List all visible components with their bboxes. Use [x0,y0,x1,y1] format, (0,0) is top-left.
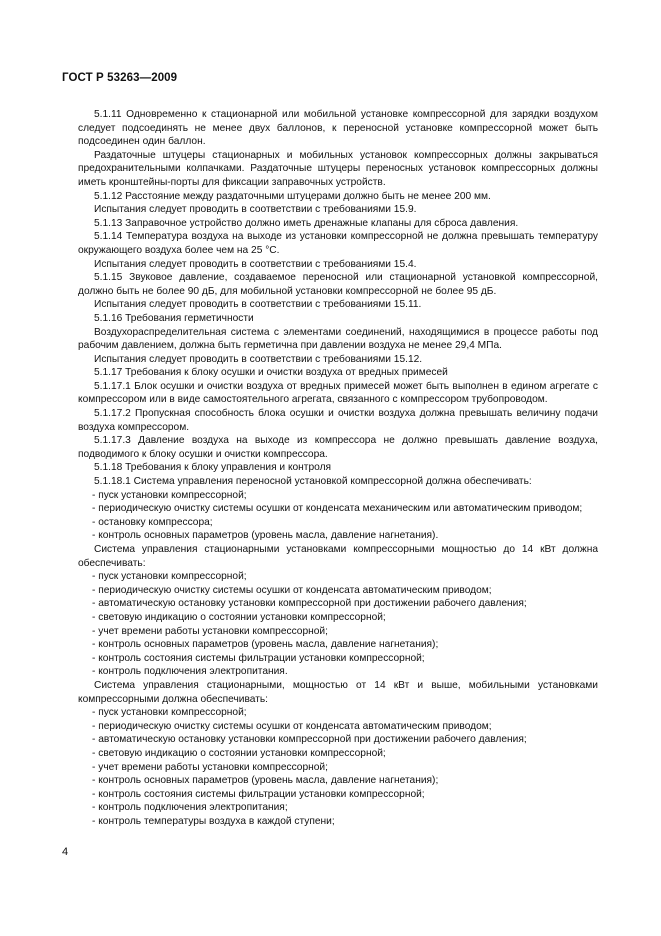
document-header: ГОСТ Р 53263—2009 [62,72,178,84]
paragraph: 5.1.18 Требования к блоку управления и контроля [94,462,332,474]
list-item: - автоматическую остановку установки компрессорной при достижении рабочего давления; [92,734,527,746]
list-item: - учет времени работы установки компрессорной; [92,761,328,773]
paragraph: 5.1.15 Звуковое давление, создаваемое переносной или стационарной установкой компрессорной, должно быть не более 90 дБ, для мобильной установки компрессорной не более 95 дБ. [78,272,598,297]
paragraph: 5.1.16 Требования герметичности [94,312,254,324]
paragraph: 5.1.13 Заправочное устройство должно иметь дренажные клапаны для сброса давления. [94,217,519,229]
list-item: - пуск установки компрессорной; [92,707,247,719]
paragraph: Испытания следует проводить в соответствии с требованиями 15.11. [94,299,422,311]
paragraph: Раздаточные штуцеры стационарных и мобильных установок компрессорных должны закрываться предохранительными колпачками. Раздаточные штуцеры переносных установок компрессорных должны иметь кронштейны-порты для фиксации заправочных устройств. [78,149,598,188]
paragraph: Воздухораспределительная система с элементами соединений, находящимися в процессе работы под рабочим давлением, должна быть герметична при давлении воздуха не менее 29,4 МПа. [78,326,598,352]
list-item: - световую индикацию о состоянии установки компрессорной; [92,611,386,623]
list-item: - автоматическую остановку установки компрессорной при достижении рабочего давления; [92,598,527,610]
paragraph: 5.1.17 Требования к блоку осушки и очистки воздуха от вредных примесей [94,367,448,379]
list-item: - контроль состояния системы фильтрации установки компрессорной; [92,788,425,800]
list-item: - периодическую очистку системы осушки от конденсата механическим или автоматическим приводом; [92,503,583,515]
list-item: - пуск установки компрессорной; [92,571,247,583]
page-number: 4 [62,846,69,858]
list-item: - периодическую очистку системы осушки от конденсата автоматическим приводом; [92,584,492,596]
paragraph: Система управления стационарными, мощностью от 14 кВт и выше, мобильными установками компрессорными должна обеспечивать: [78,679,598,705]
paragraph: 5.1.12 Расстояние между раздаточными штуцерами должно быть не менее 200 мм. [94,190,491,202]
paragraph: 5.1.18.1 Система управления переносной установкой компрессорной должна обеспечивать: [94,476,532,488]
list-item: - пуск установки компрессорной; [92,489,247,501]
paragraph: 5.1.17.2 Пропускная способность блока осушки и очистки воздуха должна превышать величину подачи воздуха компрессором. [78,408,598,433]
paragraph: 5.1.14 Температура воздуха на выходе из установки компрессорной не должна превышать температуру окружающего воздуха более чем на 25 °С. [78,231,598,256]
list-item: - контроль температуры воздуха в каждой ступени; [92,815,335,827]
list-item: - остановку компрессора; [92,516,213,528]
paragraph: 5.1.11 Одновременно к стационарной или мобильной установке компрессорной для зарядки воздухом следует подсоединять не менее двух баллонов, к переносной установке компрессорной может быть подсоединен один баллон. [78,109,598,148]
list-item: - световую индикацию о состоянии установки компрессорной; [92,747,386,759]
list-item: - контроль состояния системы фильтрации установки компрессорной; [92,652,425,664]
document-body [78,108,598,828]
paragraph: 5.1.17.3 Давление воздуха на выходе из компрессора не должно превышать давление воздуха, подводимого к блоку осушки и очистки компрессора. [78,435,598,460]
list-item: - контроль основных параметров (уровень масла, давление нагнетания); [92,775,439,787]
paragraph: Система управления стационарными установками компрессорными мощностью до 14 кВт должна обеспечивать: [78,544,598,569]
paragraph: Испытания следует проводить в соответствии с требованиями 15.9. [94,204,417,216]
paragraph: 5.1.17.1 Блок осушки и очистки воздуха от вредных примесей может быть выполнен в едином агрегате с компрессором или в виде самостоятельного агрегата, связанного с компрессором трубопроводом. [78,380,598,406]
list-item: - периодическую очистку системы осушки от конденсата автоматическим приводом; [92,720,492,732]
list-item: - контроль основных параметров (уровень масла, давление нагнетания). [92,530,439,542]
paragraph: Испытания следует проводить в соответствии с требованиями 15.12. [94,353,423,365]
list-item: - контроль основных параметров (уровень масла, давление нагнетания); [92,639,439,651]
list-item: - контроль подключения электропитания; [92,802,288,814]
list-item: - учет времени работы установки компрессорной; [92,625,328,637]
paragraph: Испытания следует проводить в соответствии с требованиями 15.4. [94,258,417,270]
list-item: - контроль подключения электропитания. [92,666,288,678]
